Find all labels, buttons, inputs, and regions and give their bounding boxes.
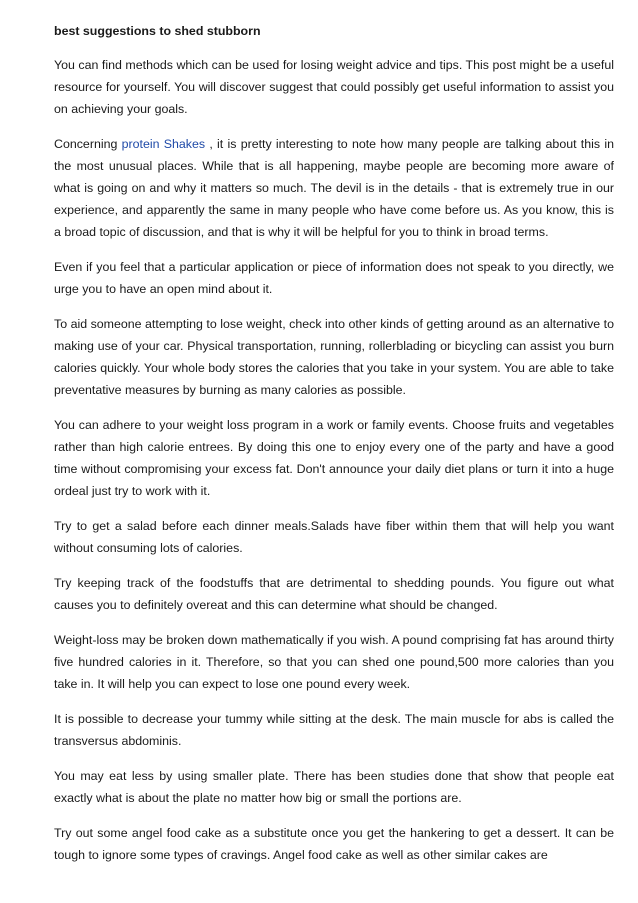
paragraph-11: Try out some angel food cake as a substitute once you get the hankering to get a dessert. It can be tough to ignore some types of cravings. Angel food cake as well as other similar cakes are (54, 826, 614, 862)
paragraph-9: It is possible to decrease your tummy while sitting at the desk. The main muscle for abs is called the transversus abdominis. (54, 712, 614, 748)
paragraph-10: You may eat less by using smaller plate. There has been studies done that show that people eat exactly what is about the plate no matter how big or small the portions are. (54, 769, 614, 805)
paragraph-2-rest: , it is pretty interesting to note how many people are talking about this in the most unusual places. While that is all happening, maybe people are becoming more aware of what is going on and why it matters so much. The devil is in the details - that is extremely true in our experience, and apparently the same in many people who have come before us. As you know, this is a broad topic of discussion, and that is why it will be helpful for you to think in broad terms. (54, 137, 614, 239)
protein-shakes-link[interactable]: protein Shakes (121, 137, 206, 151)
paragraph-5: You can adhere to your weight loss program in a work or family events. Choose fruits and vegetables rather than high calorie entrees. By doing this one to enjoy every one of the party and have a good time without compromising your excess fat. Don't announce your daily diet plans or turn it into a huge ordeal just try to work with it. (54, 418, 614, 498)
paragraph-7: Try keeping track of the foodstuffs that are detrimental to shedding pounds. You figure out what causes you to definitely overeat and this can determine what should be changed. (54, 576, 614, 612)
document-title: best suggestions to shed stubborn (54, 24, 261, 38)
paragraph-2 (54, 133, 614, 243)
paragraph-2-lead: Concerning (54, 137, 122, 151)
paragraph-6: Try to get a salad before each dinner meals.Salads have fiber within them that will help you want without consuming lots of calories. (54, 519, 614, 555)
paragraph-4: To aid someone attempting to lose weight, check into other kinds of getting around as an alternative to making use of your car. Physical transportation, running, rollerblading or bicycling can assist you burn calories quickly. Your whole body stores the calories that you take in your system. You are able to take preventative measures by burning as many calories as possible. (54, 317, 614, 397)
document-page (54, 20, 614, 879)
paragraph-1: You can find methods which can be used for losing weight advice and tips. This post might be a useful resource for yourself. You will discover suggest that could possibly get useful information to assist you on achieving your goals. (54, 58, 614, 116)
paragraph-3: Even if you feel that a particular application or piece of information does not speak to you directly, we urge you to have an open mind about it. (54, 260, 614, 296)
paragraph-8: Weight-loss may be broken down mathematically if you wish. A pound comprising fat has around thirty five hundred calories in it. Therefore, so that you can shed one pound,500 more calories than you take in. It will help you can expect to lose one pound every week. (54, 633, 614, 691)
